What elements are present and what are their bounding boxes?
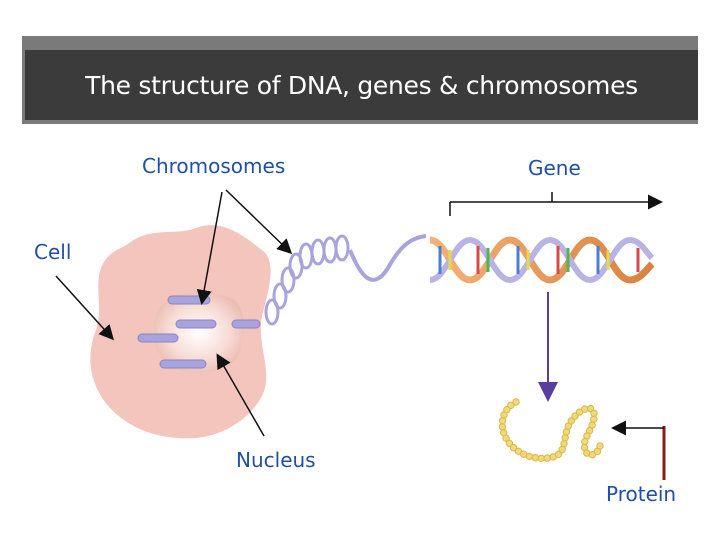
protein-bead	[499, 418, 505, 424]
coiled-chromosome	[266, 236, 348, 324]
protein-bead	[544, 455, 550, 461]
protein-bead	[591, 410, 597, 416]
dna-helix	[430, 240, 652, 280]
gene-bracket	[450, 192, 660, 216]
protein-bead	[538, 455, 544, 461]
gene-label: Gene	[528, 156, 581, 180]
protein-pointer	[614, 426, 664, 480]
protein-chain	[499, 399, 603, 462]
protein-bead	[582, 438, 588, 444]
protein-bead	[499, 424, 505, 430]
protein-bead	[561, 441, 567, 447]
protein-bead	[597, 443, 603, 449]
chromosomes-label: Chromosomes	[142, 154, 286, 178]
protein-bead	[562, 435, 568, 441]
protein-bead	[526, 453, 532, 459]
nucleus-label: Nucleus	[236, 448, 316, 472]
protein-bead	[532, 455, 538, 461]
linker-fiber	[350, 236, 426, 280]
diagram-title: The structure of DNA, genes & chromosomes	[85, 70, 638, 100]
protein-label: Protein	[606, 482, 677, 506]
cell-label: Cell	[34, 240, 72, 264]
